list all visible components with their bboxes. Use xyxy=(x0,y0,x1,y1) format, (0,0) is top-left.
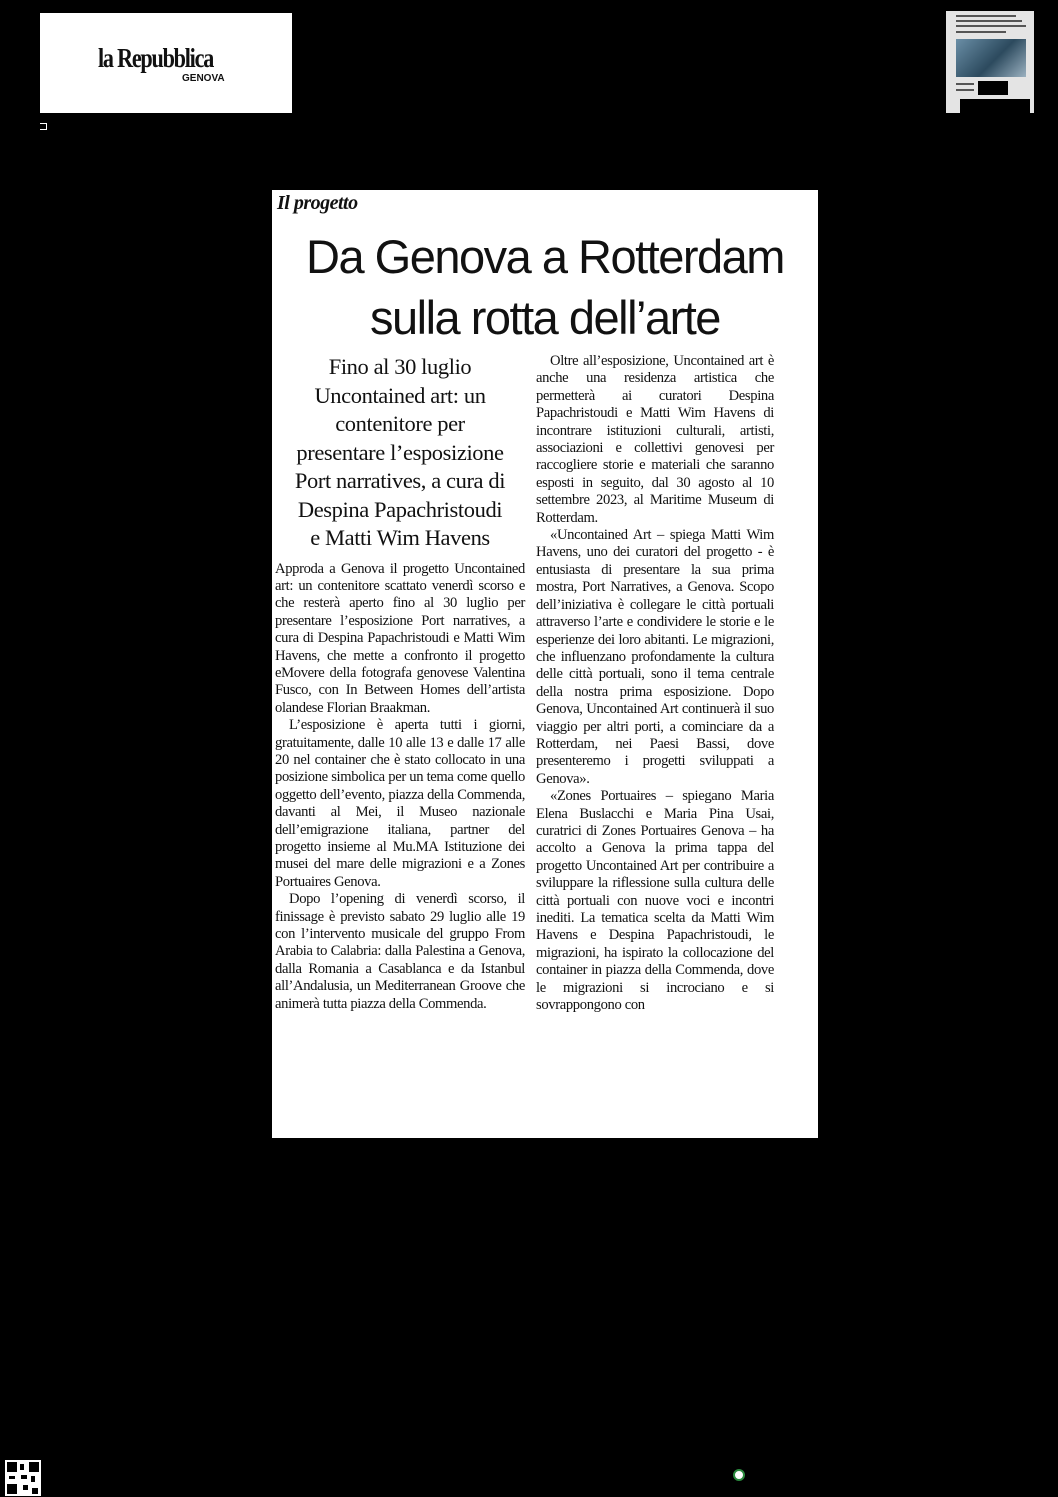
masthead-logo xyxy=(40,13,292,113)
page-thumbnail xyxy=(946,11,1034,113)
article-paragraph: «Zones Portuaires – spiegano Maria Elena Buslacchi e Maria Pina Usai, curatrici di Zones Portuaires Genova – ha accolto a Genova la prima tappa del progetto Uncontained Art per contribuire a sviluppare la riflessione sulla cultura delle città portuali con nuove voci e incontri inediti. La tematica scelta da Matti Wim Havens e Despina Papachristoudi, le migrazioni, ha ispirato la collocazione del container in piazza della Commenda, dove le migrazioni si incrociano e si sovrappongono con xyxy=(536,788,774,1014)
article-headline xyxy=(272,226,818,348)
article-paragraph: «Uncontained Art – spiega Matti Wim Havens, uno dei curatori del progetto - è entusiasta di presentare la sua prima mostra, Port Narratives, a Genova. Scopo dell’iniziativa è collegare le città portuali attraverso l’arte e condividere le storie e le esperienze dei loro abitanti. Le migrazioni, che influenzano profondamente la cultura delle città portuali, sono il tema centrale della nostra prima esposizione. Dopo Genova, Uncontained Art continuerà il suo viaggio per altri porti, a cominciare da a Rotterdam, nei Paesi Bassi, dove presenteremo i progetti sviluppati a Genova». xyxy=(536,527,774,787)
subhead-line: Uncontained art: un xyxy=(314,382,486,408)
subhead-line: Fino al 30 luglio xyxy=(328,354,472,379)
article-column-right xyxy=(536,353,774,1014)
newspaper-name: la Repubblica xyxy=(98,43,214,73)
article-paragraph: Approda a Genova il progetto Uncontained art: un contenitore scattato venerdì scorso e che resterà aperto fino al 30 luglio per presentare l’esposizione Port narratives, a cura di Despina Papachristoudi e Matti Wim Havens, che mette a confronto il progetto eMovere della fotografa genovese Valentina Fusco, con In Between Homes dell’artista olandese Florian Braakman. xyxy=(275,560,525,716)
article-paragraph: L’esposizione è aperta tutti i giorni, gratuitamente, dalle 10 alle 13 e dalle 17 alle 20 nel container che è stato collocato in una posizione simbolica per un tema come quello oggetto dell’evento, piazza della Commenda, davanti al Mei, il Museo nazionale dell’emigrazione italiana, partner del progetto insieme al Mu.MA Istituzione dei musei del mare delle migrazioni e a Zones Portuaires Genova. xyxy=(275,717,525,890)
status-dot-icon xyxy=(733,1469,745,1481)
newspaper-edition: GENOVA xyxy=(182,73,225,84)
article-clipping xyxy=(272,190,818,1138)
article-column-left xyxy=(275,353,525,1013)
article-kicker: Il progetto xyxy=(277,192,358,214)
article-paragraph: Dopo l’opening di venerdì scorso, il finissage è previsto sabato 29 luglio alle 19 con l’intervento musicale del gruppo From Arabia to Calabria: dalla Palestina a Genova, dalla Romania a Casablanca e da Istanbul all’Andalusia, un Mediterranean Groove che animerà tutta piazza della Commenda. xyxy=(275,891,525,1012)
qr-code-icon xyxy=(5,1460,41,1496)
subhead-line: contenitore per xyxy=(335,411,465,436)
headline-line: Da Genova a Rotterdam xyxy=(306,230,784,283)
subhead-line: Despina Papachristoudi xyxy=(297,496,503,522)
article-paragraph: Oltre all’esposizione, Uncontained art è anche una residenza artistica che permetterà ai curatori Despina Papachristoudi e Matti Wim Havens di incontrare istituzioni culturali, artisti, associazioni e collettivi genovesi per raccogliere storie e materiali che saranno esposti in seguito, dal 30 agosto al 10 settembre 2023, al Maritime Museum di Rotterdam. xyxy=(536,353,774,526)
subhead-line: presentare l’esposizione xyxy=(296,439,504,465)
article-subhead xyxy=(275,353,525,553)
subhead-line: Port narratives, a cura di xyxy=(294,468,506,493)
subhead-line: e Matti Wim Havens xyxy=(310,525,490,550)
headline-line: sulla rotta dell’arte xyxy=(370,291,720,344)
corner-mark-icon xyxy=(40,123,47,130)
